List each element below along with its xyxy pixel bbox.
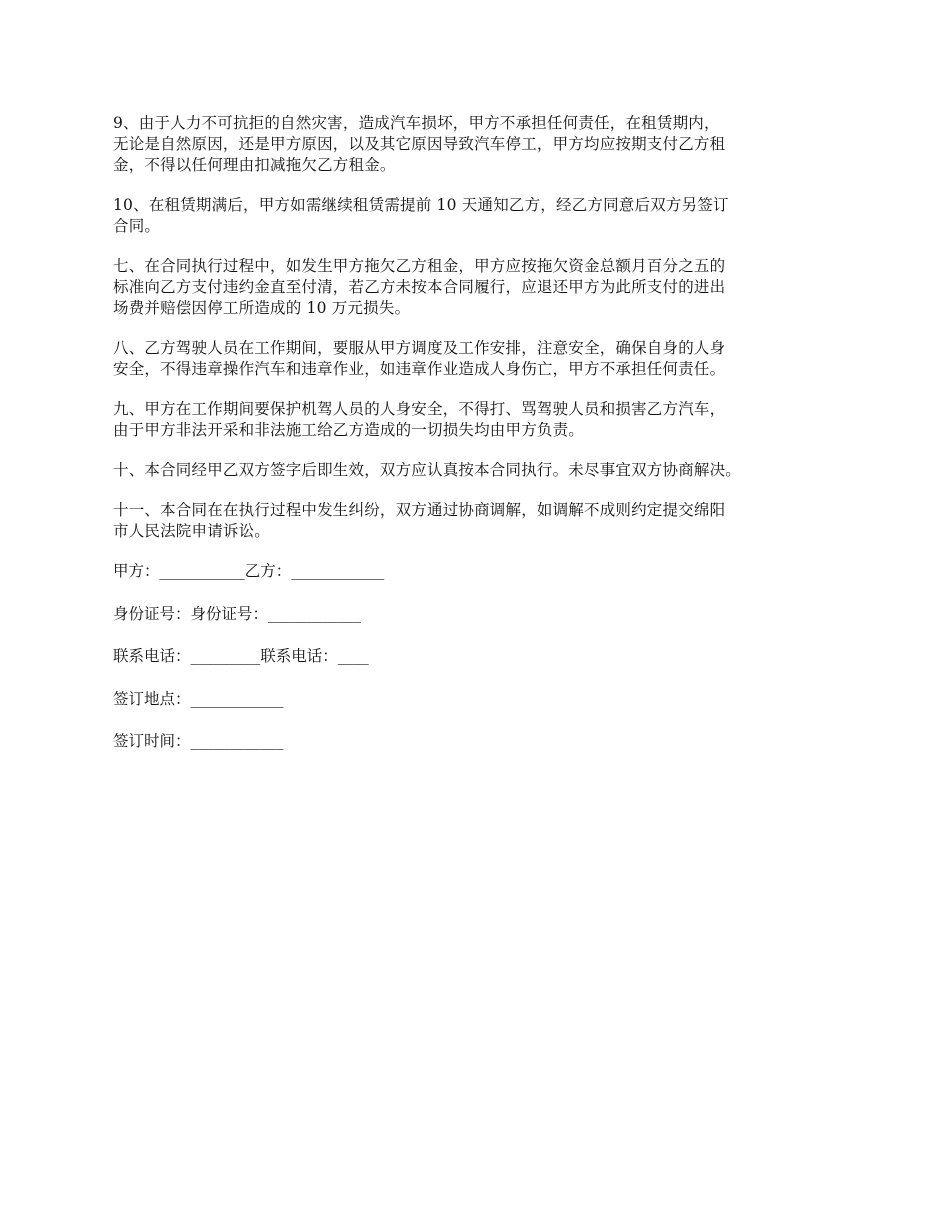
text-line: 合同。 — [113, 217, 161, 235]
text-line: 九、甲方在工作期间要保护机驾人员的人身安全，不得打、骂驾驶人员和损害乙方汽车， — [113, 400, 726, 418]
text-line: 七、在合同执行过程中，如发生甲方拖欠乙方租金，甲方应按拖欠资金总额月百分之五的 — [113, 257, 726, 275]
signing-time-field: 签订时间：____________ — [113, 732, 284, 750]
clause-10 — [113, 195, 848, 237]
id-number-field: 身份证号：身份证号：____________ — [113, 604, 362, 623]
text-line: 场费并赔偿因停工所造成的 10 万元损失。 — [113, 299, 411, 317]
clause-eleven — [113, 500, 848, 542]
text-line: 十一、本合同在在执行过程中发生纠纷，双方通过协商调解，如调解不成则约定提交绵阳 — [113, 501, 726, 519]
text-line: 10、在租赁期满后，甲方如需继续租赁需提前 10 天通知乙方，经乙方同意后双方另签订 — [113, 196, 729, 214]
text-line: 金，不得以任何理由扣减拖欠乙方租金。 — [113, 156, 396, 174]
text-line: 八、乙方驾驶人员在工作期间，要服从甲方调度及工作安排，注意安全，确保自身的人身 — [113, 339, 726, 357]
text-line: 由于甲方非法开采和非法施工给乙方造成的一切损失均由甲方负责。 — [113, 421, 585, 439]
text-line: 市人民法院申请诉讼。 — [113, 522, 271, 540]
clause-ten — [113, 460, 848, 481]
party-field: 甲方：___________乙方：____________ — [113, 562, 385, 580]
text-line: 标准向乙方支付违约金直至付清，若乙方未按本合同履行，应退还甲方为此所支付的进出 — [113, 278, 726, 296]
clause-nine — [113, 399, 848, 441]
phone-field: 联系电话：_________联系电话：____ — [113, 647, 369, 665]
signing-location-field: 签订地点：____________ — [113, 689, 284, 708]
clause-eight — [113, 338, 848, 380]
text-line: 无论是自然原因，还是甲方原因，以及其它原因导致汽车停工，甲方均应按期支付乙方租 — [113, 135, 726, 153]
clause-9 — [113, 113, 848, 176]
text-line: 安全，不得违章操作汽车和违章作业，如违章作业造成人身伤亡，甲方不承担任何责任。 — [113, 360, 726, 378]
text-line: 9、由于人力不可抗拒的自然灾害，造成汽车损坏，甲方不承担任何责任，在租赁期内， — [113, 114, 720, 132]
clause-seven — [113, 256, 848, 319]
text-line: 十、本合同经甲乙双方签字后即生效，双方应认真按本合同执行。未尽事宜双方协商解决。 — [113, 461, 742, 479]
document-body — [113, 113, 848, 774]
